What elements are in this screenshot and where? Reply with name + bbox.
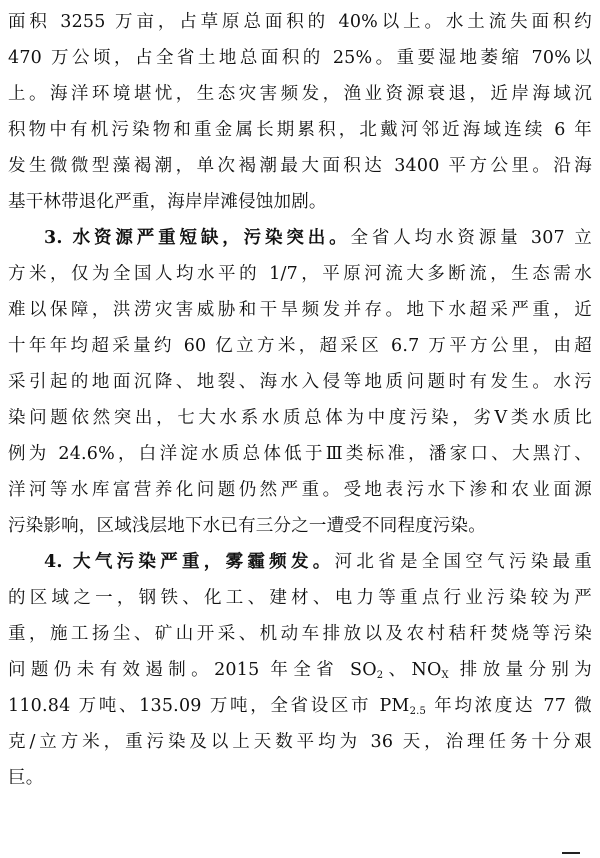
text-line: 470 万公顷，占全省土地总面积的 25%。重要湿地萎缩 70%以 xyxy=(8,48,592,68)
text-line xyxy=(8,652,592,688)
text-line: 发生微微型藻褐潮，单次褐潮最大面积达 3400 平方公里。沿海 xyxy=(8,156,592,176)
text-fragment: 2015 年全省 SO xyxy=(214,660,377,680)
text-line: 采引起的地面沉降、地裂、海水入侵等地质问题时有发生。水污 xyxy=(8,372,592,392)
text-fragment: 排放量分别为 xyxy=(448,660,592,680)
item-4-paragraph xyxy=(0,544,600,796)
text-line: 污染影响，区域浅层地下水已有三分之一遭受不同程度污染。 xyxy=(8,516,486,536)
text-line: 例为 24.6%，白洋淀水质总体低于Ⅲ类标准，潘家口、大黑汀、 xyxy=(8,444,592,464)
item-3-paragraph xyxy=(0,220,600,544)
paragraph-continued xyxy=(0,4,600,220)
text-line: 方米，仅为全国人均水平的 1/7，平原河流大多断流，生态需水 xyxy=(8,264,592,284)
text-line: 上。海洋环境堪忧，生态灾害频发，渔业资源衰退，近岸海域沉 xyxy=(8,84,592,104)
text-line: 克/立方米，重污染及以上天数平均为 36 天，治理任务十分艰 xyxy=(8,732,592,752)
text-line: 积物中有机污染物和重金属长期累积，北戴河邻近海域连续 6 年 xyxy=(8,120,592,140)
subscript: X xyxy=(441,670,449,681)
text-fragment: 年均浓度达 77 微 xyxy=(426,696,592,716)
page-edge-mark xyxy=(562,852,580,858)
text-line: 基干林带退化严重，海岸岸滩侵蚀加剧。 xyxy=(8,192,327,212)
text-fragment: 问题仍未有效遏制。 xyxy=(8,660,215,680)
subscript: 2.5 xyxy=(409,706,427,717)
text-line xyxy=(44,544,592,580)
text-line: 染问题依然突出，七大水系水质总体为中度污染，劣Ⅴ类水质比 xyxy=(8,408,592,428)
item-3-heading: 3. 水资源严重短缺，污染突出。 xyxy=(44,228,351,248)
text-line: 巨。 xyxy=(8,768,44,788)
text-fragment: 110.84 万吨、135.09 万吨，全省设区市 PM xyxy=(8,696,410,716)
item-3-first-line: 全省人均水资源量 307 立 xyxy=(350,228,592,248)
text-line: 的区域之一，钢铁、化工、建材、电力等重点行业污染较为严 xyxy=(8,588,592,608)
text-fragment: 、NO xyxy=(383,660,442,680)
text-line: 洋河等水库富营养化问题仍然严重。受地表污水下渗和农业面源 xyxy=(8,480,592,500)
text-line xyxy=(44,220,592,256)
item-4-first-line: 河北省是全国空气污染最重 xyxy=(334,552,592,572)
text-line: 重，施工扬尘、矿山开采、机动车排放以及农村秸秆焚烧等污染 xyxy=(8,624,592,644)
text-line: 十年年均超采量约 60 亿立方米，超采区 6.7 万平方公里，由超 xyxy=(8,336,592,356)
subscript: 2 xyxy=(376,670,384,681)
text-line: 面积 3255 万亩，占草原总面积的 40%以上。水土流失面积约 xyxy=(8,12,592,32)
text-line xyxy=(8,688,592,724)
text-line: 难以保障，洪涝灾害威胁和干旱频发并存。地下水超采严重，近 xyxy=(8,300,592,320)
item-4-heading: 4. 大气污染严重，雾霾频发。 xyxy=(44,552,335,572)
